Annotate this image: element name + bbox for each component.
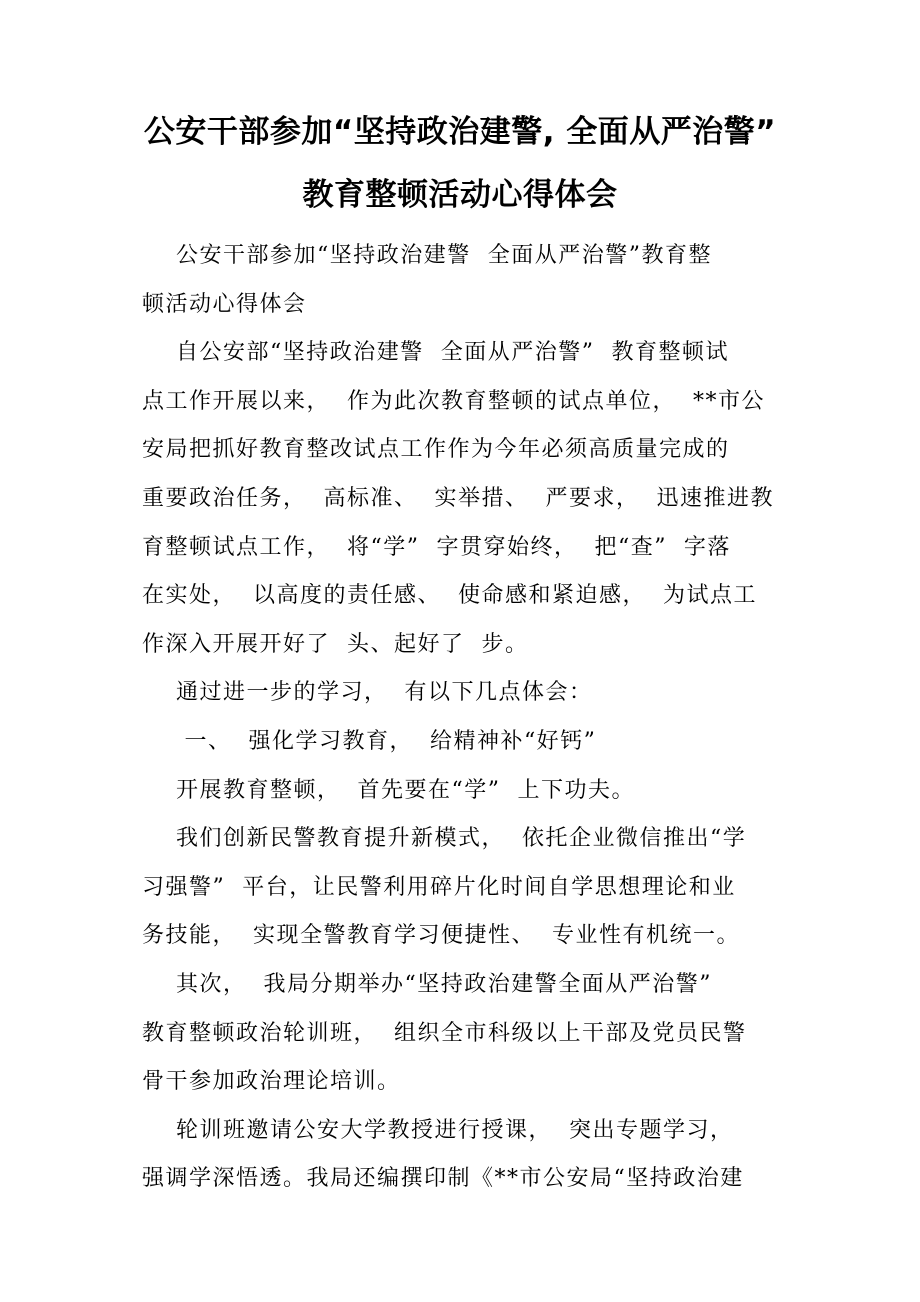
body-line: 在实处， 以高度的责任感、 使命感和紧迫感， 为试点工 <box>142 583 757 609</box>
body-line: 通过进一步的学习， 有以下几点体会： <box>142 680 593 706</box>
body-line: 强调学深悟透。我局还编撰印制《**市公安局“坚持政治建 <box>142 1166 744 1192</box>
body-line: 顿活动心得体会 <box>142 291 307 317</box>
body-line: 开展教育整顿， 首先要在“学” 上下功夫。 <box>142 777 635 803</box>
body-line: 务技能， 实现全警教育学习便捷性、 专业性有机统一。 <box>142 923 740 949</box>
body-line: 骨干参加政治理论培训。 <box>142 1069 401 1095</box>
document-body <box>142 232 782 1204</box>
body-line: 自公安部“坚持政治建警 全面从严治警” 教育整顿试 <box>142 340 729 366</box>
body-line: 轮训班邀请公安大学教授进行授课， 突出专题学习， <box>142 1117 734 1143</box>
body-line: 教育整顿政治轮训班， 组织全市科级以上干部及党员民警 <box>142 1020 747 1046</box>
body-line: 育整顿试点工作， 将“学” 字贯穿始终， 把“查” 字落 <box>142 534 731 560</box>
body-line: 公安干部参加“坚持政治建警 全面从严治警”教育整 <box>142 243 712 268</box>
document-title-line-1: 公安干部参加“坚持政治建警, 全面从严治警” <box>143 114 777 150</box>
body-line: 点工作开展以来， 作为此次教育整顿的试点单位， **市公 <box>142 388 765 414</box>
body-line: 安局把抓好教育整改试点工作作为今年必须高质量完成的 <box>142 437 730 463</box>
body-line: 习强警” 平台，让民警利用碎片化时间自学思想理论和业 <box>142 874 736 900</box>
body-line: 我们创新民警教育提升新模式， 依托企业微信推出“学 <box>142 826 747 852</box>
section-heading: 一、 强化学习教育， 给精神补“好钙” <box>142 728 597 754</box>
body-line: 其次， 我局分期举办“坚持政治建警全面从严治警” <box>142 971 712 997</box>
body-line: 重要政治任务， 高标准、 实举措、 严要求， 迅速推进教 <box>142 485 774 511</box>
body-line: 作深入开展开好了 头、起好了 步。 <box>142 631 529 657</box>
document-title-line-2: 教育整顿活动心得体会 <box>302 177 618 213</box>
